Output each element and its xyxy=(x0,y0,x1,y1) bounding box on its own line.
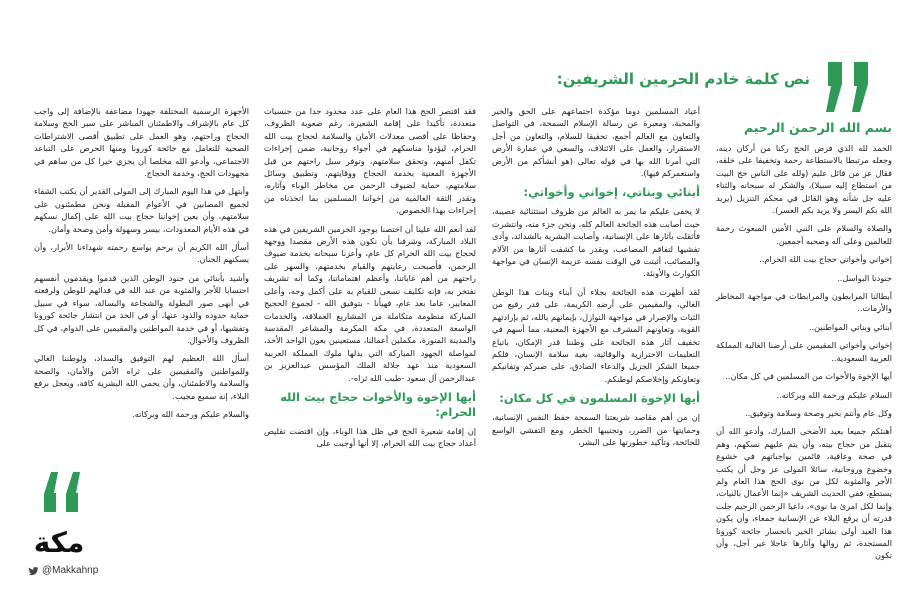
paragraph: إن إقامة شعيرة الحج في ظل هذا الوباء، وإن اقتضت تقليص أعداد حجاج بيت الله الحرام، إلا أنها أوجبت على xyxy=(264,425,476,449)
paragraph: إن من أهم مقاصد شريعتنا السمحة حفظ النفس الإنسانية، وحمايتها من الضرر، وتجنيبها الخطر، ومع التفشي الواسع للجائحة، وتأكيد خطورتها على البشر، xyxy=(492,412,700,447)
paragraph: إخواني وأخواتي حجاج بيت الله الحرام.. xyxy=(759,254,892,265)
twitter-icon xyxy=(28,566,39,577)
paragraph: جنودنا البواسل.. xyxy=(837,272,892,283)
paragraph: والسلام عليكم ورحمة الله وبركاته. xyxy=(132,408,249,419)
paragraph: أبطالنا المرابطون والمرابطات في مواجهة المخاطر والأزمات.. xyxy=(716,291,892,314)
paragraph: السلام عليكم ورحمة الله وبركاته.. xyxy=(776,389,892,400)
page-title: نص كلمة خادم الحرمين الشريفين: xyxy=(556,70,810,88)
paragraph: أعياد المسلمين دوما مؤكدة اجتماعهم على الحق والخير والمحبة، ومعبرة عن رسالة الإسلام السمحة، في التواصل والتعاون مع العالم أجمع، تحقيقا للسلام، والتعاون من أجل الاستقرار، والعمل على الائتلاف، والسعي في عمارة الأرض التي أمرنا الله بها في قوله تعالى (هو أنشأكم من الأرض واستعمركم فيها). xyxy=(492,106,700,179)
paragraph: إخواني وأخواتي المقيمين على أرضنا الغالية المملكة العربية السعودية.. xyxy=(716,340,892,363)
paragraph: أسأل الله العظيم لهم التوفيق والسداد، ولوطننا الغالي وللمواطنين والمقيمين على ثراه الأمن والأمان، والصحة والسلامة والاطمئنان، وأن يحمي الله البشرية كافة، ويعجل برفع البلاء، إنه سميع مجيب. xyxy=(34,353,249,401)
column-2 xyxy=(492,105,700,454)
column-2-intro xyxy=(492,105,700,179)
heading-pilgrims: أيها الإخوة والأخوات حجاج بيت الله الحرام: xyxy=(280,389,476,419)
column-3-end xyxy=(264,425,476,450)
paragraph: الأجهزة الرسمية المختلفة جهودا مضاعفة بالإضافة إلى واجب كل عام بالإشراف والاطمئنان المباشر على سير الحج وسلامة الحجاج وراحتهم، وهو العمل على تطبيق أقصى الاشتراطات الصحية للتعامل مع جائحة كورونا ومنها الحرص على التباعد الاجتماعي، وأدعو الله مخلصا أن يجزي خيرا كل من ساهم في مجهودات الحج، وخدمة الحجاج. xyxy=(34,106,249,179)
column-2-end xyxy=(492,411,700,448)
paragraph: أبنائي وبناتي المواطنين.. xyxy=(808,321,892,332)
heading-muslims-everywhere: أيها الإخوة المسلمون في كل مكان: xyxy=(499,391,700,406)
handle-text: @Makkahnp xyxy=(42,565,99,576)
open-quote-icon xyxy=(820,58,880,114)
paragraph: لقد أنعم الله علينا أن اختصنا بوجود الحرمين الشريفين في هذه البلاد المباركة، وشرفنا بأن نكون هذه الأرض مقصدا ووجهة لحجاج بيت الله الحرام كل عام، وأعزنا سبحانه بخدمة ضيوف الرحمن، فأصبحت رعايتهم والقيام بخدمتهم، والسهر على راحتهم من أهم غاياتنا، وأعظم اهتماماتنا، وكما أنه تشريف نفتخر به، فإنه تكليف نسعى للقيام به على أكمل وجه، وأعلى المعايير، عاما بعد عام، فهيأنا - بتوفيق الله - لجموع الحجيج المباركة منظومة متكاملة من المشاريع العملاقة، والخدمات الواسعة المتعددة، في مكة المكرمة والمشاعر المقدسة والمدينة المنورة، مكملين أعمالنا، مستعينين بعون الواحد الأحد، لمواصلة الجهود المباركة التي بذلها ملوك المملكة العربية السعودية منذ عهد جلالة الملك المؤسس عبدالعزيز بن عبدالرحمن آل سعود -طيب الله ثراه-. xyxy=(264,223,476,383)
column-3-body xyxy=(264,105,476,384)
paragraph: الحمد لله الذي فرض الحج ركنا من أركان دينه، وجعله مرتبطا بالاستطاعة رحمة وتخفيفا على خلقه، فقال عز من قائل عليم (ولله على الناس حج البيت من استطاع إليه سبيلا)، والشكر له سبحانه والثناء عليه جل شأنه وهو القائل في محكم التنزيل (يريد الله بكم اليسر ولا يريد بكم العسر). xyxy=(716,143,892,216)
column-4 xyxy=(34,105,249,426)
bismillah-heading: بسم الله الرحمن الرحيم xyxy=(744,120,892,135)
makkah-logo xyxy=(28,522,90,562)
paragraph: لا يخفى عليكم ما يمر به العالم من ظروف استثنائية عصيبة، حيث أصابت هذه الجائحة العالم كله، ونحن جزء منه، وانتشرت فأثقلت بآثارها على الإنسانية، وأصابت البشرية بالشدائد، وأدى تفشيها لتفاقم المصاعب، وبقدر ما كشفت آثارها من الآلام والمصائب، أثبتت في الوقت نفسه عزيمة الإنسان في مواجهة الكوارث والأوبئة. xyxy=(492,206,700,279)
column-4-body xyxy=(34,105,249,420)
paragraph: أيها الإخوة والأخوات من المسلمين في كل مكان.. xyxy=(725,371,892,382)
paragraph: أهنئكم جميعا بعيد الأضحى المبارك، وأدعو الله أن يتقبل من حجاج بيته، وأن يتم عليهم نسكهم، وهم في صحة وعافية، قائمين بواجباتهم في خشوع وخضوع وروحانية، سائلا المولى عز وجل أن يكتب الأجر والمثوبة لكل من نوى الحج هذا العام ولم يستطع، ففي الحديث الشريف «إنما الأعمال بالنيات، وإنما لكل امرئ ما نوى»، داعيا الرحمن الرحيم جلت قدرته أن يرفع البلاء عن الإنسانية جمعاء، وأن يكون هذا العيد أولى بشائر الخير بانحسار جائحة كورونا المستجدة، ثم زوالها وآثارها عاجلا غير آجل، وأن تكون xyxy=(716,426,892,561)
paragraph: وكل عام وأنتم بخير وصحة وسلامة وتوفيق.. xyxy=(744,407,892,418)
column-2-body xyxy=(492,205,700,385)
heading-sons-daughters: أبنائي وبناتي، إخواني وأخواتي: xyxy=(523,185,700,200)
twitter-handle[interactable] xyxy=(28,564,98,578)
logo-text: مكة xyxy=(33,526,85,559)
column-3 xyxy=(264,105,476,456)
paragraph: أسأل الله الكريم أن يرحم بواسع رحمته شهداءنا الأبرار، وأن يسكنهم الجنان. xyxy=(34,242,249,265)
column-1-body xyxy=(716,142,892,562)
paragraph: والصلاة والسلام على النبي الأمين المبعوث رحمة للعالمين وعلى آله وصحبه أجمعين. xyxy=(716,223,892,246)
paragraph: لقد أظهرت هذه الجائحة بجلاء أن أبناء وبنات هذا الوطن الغالي، والمقيمين على أرضه الكريمة، على قدر رفيع من الثبات والإصرار في مواجهة النوازل، بإيمانهم بالله، ثم بإرادتهم القوية، وتعاونهم المشرف مع الأجهزة المعنية، مما أسهم في تخفيف آثار هذه الجائحة على وطننا قدر الإمكان، باتباع التعليمات الاحترازية والوقائية، بغية سلامة الإنسان، فلكم جميعا الشكر الجزيل والدعاء الصادق، على صبركم وتفانيكم وتعاونكم وإخلاصكم لوطنكم. xyxy=(492,286,700,384)
paragraph: وأشيد بأبنائي من جنود الوطن الذين قدموا ويقدمون أنفسهم احتسابا للأجر والمثوبة من عند الله في فدائهم للوطن ولرفعته في أبهى صور البطولة والشجاعة والبسالة، سواء في سبيل حماية حدوده والذود عنها، أو في الحد من انتشار جائحة كورونا وتفشيها، أو في خدمة المواطنين والمقيمين على الدوام، في كل الظروف والأحوال. xyxy=(34,272,249,345)
column-1 xyxy=(716,120,892,568)
close-quote-icon xyxy=(30,470,80,516)
paragraph: فقد اقتصر الحج هذا العام على عدد محدود جدا من جنسيات متعددة، تأكيدا على إقامة الشعيرة، رغم صعوبة الظروف، وحفاظا على أقصى معدلات الأمان والسلامة لحجاج بيت الله الحرام، ليؤدوا مناسكهم في أجواء روحانية، ضمن إجراءات تكفل أمنهم، وتحقق سلامتهم، وتوفر سبل راحتهم من قبل الأجهزة المعنية بخدمة الحجاج ووقايتهم، وتطبيق وسائل سلامتهم، حماية لضيوف الرحمن من مخاطر الوباء وآثاره، وتقدر الثقة العالمية من إخواننا المسلمين بما اتخذناه من إجراءات بهذا الخصوص. xyxy=(264,106,476,216)
paragraph: وأبتهل في هذا اليوم المبارك إلى المولى القدير أن يكتب الشفاء لجميع المصابين في الأعوام المقبلة ونحن مطمئنون على سلامتهم، وأن يعين إخواننا حجاج بيت الله على إكمال نسكهم في هذه الأيام المعدودات، بيسر وسهولة وأمن وصحة وأمان. xyxy=(34,186,249,234)
